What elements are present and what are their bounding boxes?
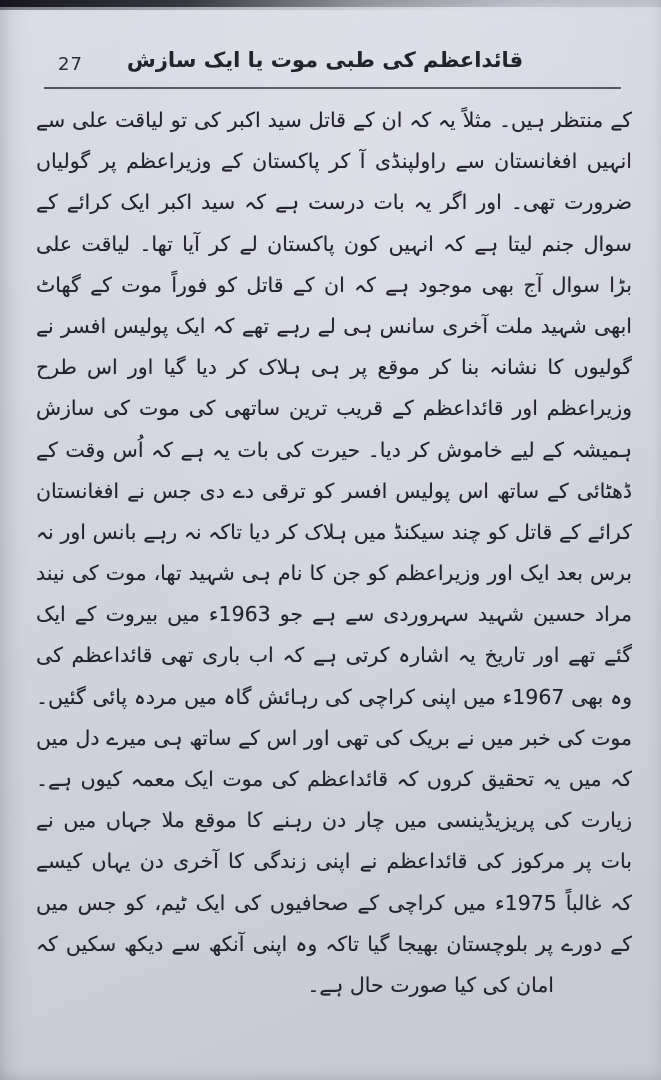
body-line: کے دورے پر بلوچستان بھیجا گیا تاکہ وہ اپنی آنکھ سے دیکھ سکیں کہ bbox=[36, 931, 632, 956]
body-line: برس بعد ایک اور وزیراعظم کو جن کا نام ہی شہید تھا، موت کی نیند bbox=[36, 561, 632, 586]
body-line: ابھی شہید ملت آخری سانس ہی لے رہے تھے کہ ایک پولیس افسر نے bbox=[36, 313, 632, 338]
body-line: ہمیشہ کے لیے خاموش کر دیا۔ حیرت کی بات یہ ہے کہ اُس وقت کے bbox=[36, 437, 632, 462]
running-title: قائداعظم کی طبی موت یا ایک سازش bbox=[126, 48, 524, 72]
page-header bbox=[40, 46, 621, 84]
body-line: بات پر مرکوز کی قائداعظم نے اپنی زندگی کا آخری دن یہاں کیسے bbox=[36, 849, 632, 874]
body-line: کے منتظر ہیں۔ مثلاً یہ کہ ان کے قاتل سید اکبر کی تو لیاقت علی سے bbox=[36, 108, 632, 132]
body-line: ضرورت تھی۔ اور اگر یہ بات درست ہے کہ سید اکبر ایک کرائے کے bbox=[36, 190, 632, 215]
body-line: گئے تھے اور تاریخ یہ اشارہ کرتی ہے کہ اب باری تھی قائداعظم کی bbox=[36, 643, 632, 668]
page-body bbox=[36, 100, 632, 1006]
body-line: وزیراعظم اور قائداعظم کے قریب ترین ساتھی کی موت کی سازش bbox=[36, 396, 632, 421]
header-rule bbox=[44, 87, 621, 89]
body-line: کہ میں یہ تحقیق کروں کہ قائداعظم کی موت ایک معمہ کیوں ہے۔ bbox=[36, 767, 632, 791]
body-line: وہ بھی 1967ء میں اپنی کراچی کی رہائش گاہ میں مردہ پائی گئیں۔ bbox=[36, 684, 632, 709]
body-line: موت کی خبر میں نے بریک کی تھی اور اس کے ساتھ ہی میرے دل میں bbox=[36, 725, 632, 750]
body-line: بڑا سوال آج بھی موجود ہے کہ ان کے قاتل کو فوراً موت کے گھاٹ bbox=[36, 272, 632, 297]
body-line: سوال جنم لیتا ہے کہ انہیں کون پاکستان لے کر آیا تھا۔ لیاقت علی bbox=[36, 231, 632, 256]
body-line: کہ غالباً 1975ء میں کراچی کے صحافیوں کی ایک ٹیم، کو جس میں bbox=[36, 890, 632, 915]
body-line: امان کی کیا صورت حال ہے۔ bbox=[307, 972, 554, 997]
body-line: ڈھٹائی کے ساتھ اس پولیس افسر کو ترقی دے دی جس نے افغانستان bbox=[36, 478, 632, 503]
body-line: زیارت کی پریزیڈینسی میں چار دن رہنے کا موقع ملا جہاں میں نے bbox=[36, 808, 632, 833]
body-line: مراد حسین شہید سہروردی سے ہے جو 1963ء میں بیروت کے ایک bbox=[36, 602, 632, 627]
body-line: کرائے کے قاتل کو چند سیکنڈ میں ہلاک کر دیا تاکہ نہ رہے بانس اور نہ bbox=[36, 519, 632, 544]
scan-edge-top bbox=[0, 0, 661, 7]
body-line: گولیوں کا نشانہ بنا کر موقع پر ہی ہلاک کر دیا گیا اور اس طرح bbox=[36, 355, 632, 380]
page-number: 27 bbox=[58, 54, 83, 75]
body-line: انہیں افغانستان سے راولپنڈی آ کر پاکستان کے وزیراعظم پر گولیاں bbox=[36, 149, 632, 174]
